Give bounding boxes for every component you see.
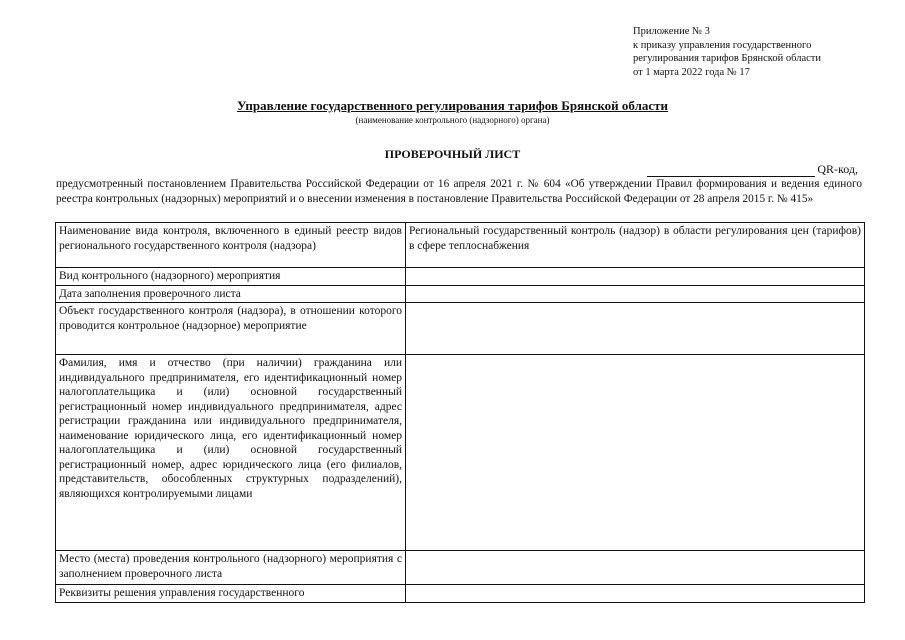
table-row	[56, 585, 865, 603]
table-row	[56, 268, 865, 286]
row-value: Региональный государственный контроль (надзор) в области регулирования цен (тарифов) в сфере теплоснабжения	[406, 223, 865, 268]
row-value	[406, 268, 865, 286]
row-label: Дата заполнения проверочного листа	[56, 285, 406, 303]
organization-caption: (наименование контрольного (надзорного) органа)	[355, 115, 550, 125]
table-row	[56, 355, 865, 551]
row-label: Место (места) проведения контрольного (надзорного) мероприятия с заполнением проверочного листа	[56, 551, 406, 585]
row-value	[406, 303, 865, 355]
row-label: Фамилия, имя и отчество (при наличии) гражданина или индивидуального предпринимателя, его идентификационный номер налогоплательщика и (или) основной государственный регистрационный номер индивидуального предпринимателя, адрес регистрации гражданина или индивидуального предпринимателя, наименование юридического лица, его идентификационный номер налогоплательщика и (или) основной государственный регистрационный номер, адрес юридического лица (его филиалов, представительств, обособленных структурных подразделений), являющихся контролируемыми лицами	[56, 355, 406, 551]
organization-name: Управление государственного регулирования тарифов Брянской области	[236, 98, 669, 113]
row-label: Вид контрольного (надзорного) мероприятия	[56, 268, 406, 286]
appendix-line: к приказу управления государственного	[633, 39, 812, 51]
row-value	[406, 285, 865, 303]
table-row	[56, 223, 865, 268]
qr-code-label: QR-код,	[817, 162, 858, 176]
row-label: Объект государственного контроля (надзора), в отношении которого проводится контрольное (надзорное) мероприятие	[56, 303, 406, 355]
appendix-line: регулирования тарифов Брянской области	[633, 53, 821, 64]
table-row	[56, 551, 865, 585]
document-title: ПРОВЕРОЧНЫЙ ЛИСТ	[384, 147, 521, 161]
qr-code-field	[647, 162, 858, 177]
row-value	[406, 551, 865, 585]
row-value	[406, 355, 865, 551]
row-label: Реквизиты решения управления государственного	[56, 585, 406, 603]
table-row	[56, 303, 865, 355]
table-row	[56, 285, 865, 303]
intro-paragraph: предусмотренный постановлением Правительства Российской Федерации от 16 апреля 2021 г. № 604 «Об утверждении Правил формирования и ведения единого реестра контрольных (надзорных) мероприятий и о внесении изменения в постановление Правительства Российской Федерации от 28 апреля 2015 г. № 415»	[56, 178, 862, 205]
checklist-table	[55, 222, 865, 603]
qr-code-blank-line	[647, 165, 815, 177]
row-label: Наименование вида контроля, включенного в единый реестр видов регионального государственного контроля (надзора)	[56, 223, 406, 268]
row-value	[406, 585, 865, 603]
appendix-line: от 1 марта 2022 года № 17	[633, 66, 750, 78]
appendix-line: Приложение № 3	[633, 26, 710, 37]
appendix-note	[633, 25, 898, 79]
